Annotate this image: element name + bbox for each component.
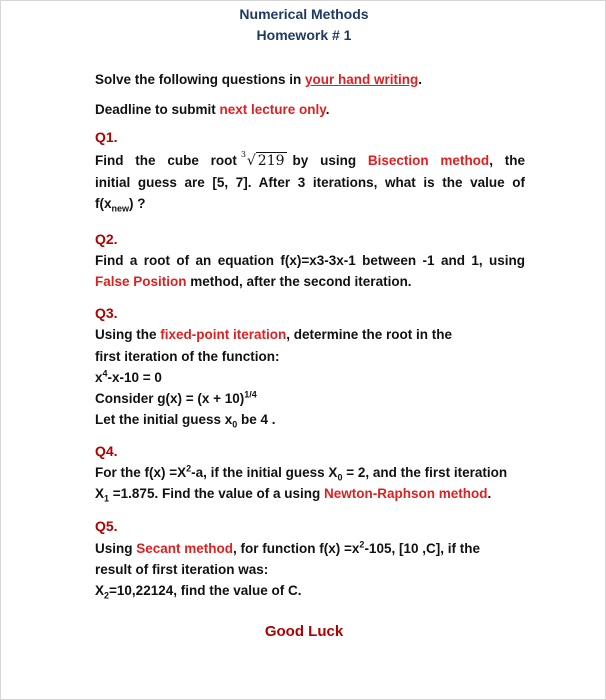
q1-fx: f(x xyxy=(95,196,112,211)
q3-guess-value: be 4 . xyxy=(237,412,276,427)
newton-raphson-term: Newton-Raphson method xyxy=(323,486,488,501)
q2-line-1: Find a root of an equation f(x)=x3-3x-1 between -1 and 1, using xyxy=(95,253,525,268)
q1-title: Q1. xyxy=(95,129,118,145)
q5-line-2: result of first iteration was: xyxy=(95,562,269,577)
q2-line-2 xyxy=(95,271,525,292)
q3-guess-sub: 0 xyxy=(232,419,238,430)
q1-text-c: , the xyxy=(489,153,525,168)
q4-text-d: =1.875. Find the value of a using xyxy=(109,486,324,501)
intro-text: Solve the following questions in xyxy=(95,72,306,87)
document-title: Numerical Methods xyxy=(239,6,369,22)
bisection-method-term: Bisection method xyxy=(367,153,490,168)
deadline-emphasis: next lecture only xyxy=(219,102,326,117)
q2-title: Q2. xyxy=(95,231,118,247)
q3-eq-exponent: 4 xyxy=(102,368,108,379)
q5-x: X xyxy=(95,583,105,598)
radical-sign: √ xyxy=(246,153,256,169)
good-luck-text: Good Luck xyxy=(264,623,344,640)
q4-sup: 2 xyxy=(186,463,192,474)
q5-line-1 xyxy=(95,538,525,559)
q4-period: . xyxy=(487,486,492,501)
q4-text-b: -a, if the initial guess X xyxy=(191,465,338,480)
hand-writing-emphasis: your hand writing xyxy=(305,72,419,87)
q5-sup: 2 xyxy=(359,539,365,550)
deadline-period: . xyxy=(325,102,330,117)
q5-line-3 xyxy=(95,580,525,601)
false-position-term: False Position xyxy=(95,274,187,289)
q4-sub-1: 1 xyxy=(104,493,110,504)
q5-sub-2: 2 xyxy=(104,590,110,601)
document-subtitle: Homework # 1 xyxy=(256,27,352,43)
intro-instruction xyxy=(95,69,525,90)
q4-title: Q4. xyxy=(95,443,118,459)
q3-text-a: Using the xyxy=(95,327,161,342)
q1-line-2: initial guess are [5, 7]. After 3 iterations, what is the value of xyxy=(95,175,525,190)
q1-question-end: ) ? xyxy=(129,196,146,211)
q3-gx xyxy=(95,388,525,409)
q5-text-d: =10,22124, find the value of C. xyxy=(109,583,302,598)
q4-text-a: For the f(x) =X xyxy=(95,465,187,480)
q2-text: method, after the second iteration. xyxy=(186,274,412,289)
secant-method-term: Secant method xyxy=(136,541,234,556)
q3-line-2: first iteration of the function: xyxy=(95,349,280,364)
q3-gx-exponent: 1/4 xyxy=(244,389,257,400)
q3-title: Q3. xyxy=(95,305,118,321)
root-index: 3 xyxy=(240,150,246,159)
q3-guess-text: Let the initial guess x xyxy=(95,412,233,427)
q3-text-b: , determine the root in the xyxy=(286,327,453,342)
q3-line-1 xyxy=(95,324,525,345)
q1-sub-new: new xyxy=(111,203,130,214)
cube-root-expression xyxy=(240,150,287,172)
q3-eq-rest: -x-10 = 0 xyxy=(107,370,162,385)
radicand: 219 xyxy=(257,153,285,169)
q4-text-c: = 2, and the first iteration xyxy=(342,465,508,480)
deadline-line xyxy=(95,99,525,120)
q3-equation xyxy=(95,367,525,388)
q4-line-2 xyxy=(95,483,525,504)
q4-sub-0: 0 xyxy=(337,472,343,483)
q1-line-3 xyxy=(95,193,525,214)
q1-text-b: by using xyxy=(292,153,368,168)
fixed-point-term: fixed-point iteration xyxy=(160,327,287,342)
q1-text-a: Find the cube root xyxy=(95,153,237,168)
intro-period: . xyxy=(418,72,423,87)
q4-line-1 xyxy=(95,462,525,483)
q4-x: X xyxy=(95,486,105,501)
q1-line-1 xyxy=(95,150,525,172)
q5-text-c: -105, [10 ,C], if the xyxy=(364,541,480,556)
q5-title: Q5. xyxy=(95,518,118,534)
q3-eq-x: x xyxy=(95,370,103,385)
q5-text-b: , for function f(x) =x xyxy=(233,541,360,556)
q3-gx-text: Consider g(x) = (x + 10) xyxy=(95,391,245,406)
deadline-text: Deadline to submit xyxy=(95,102,220,117)
q3-initial-guess xyxy=(95,409,525,430)
q5-text-a: Using xyxy=(95,541,137,556)
